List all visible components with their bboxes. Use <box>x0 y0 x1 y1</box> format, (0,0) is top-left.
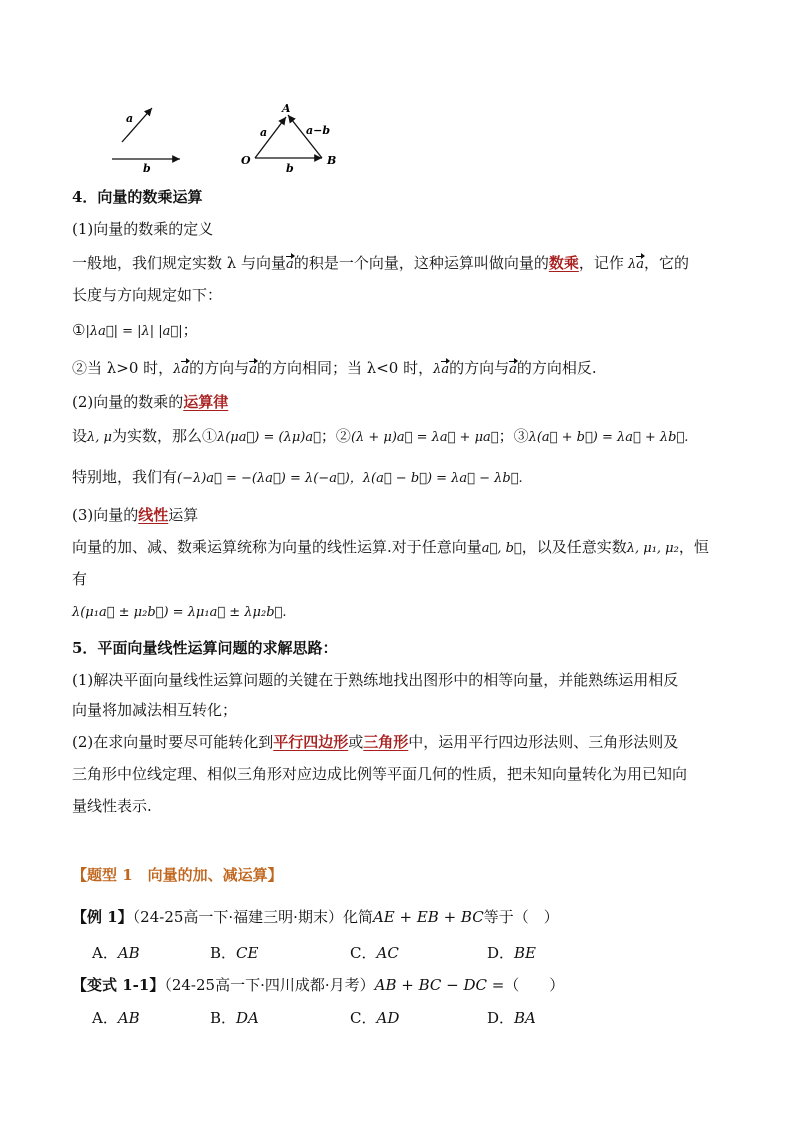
example-1 <box>72 907 559 927</box>
var1-option-c[interactable] <box>350 1008 399 1028</box>
lin1-math-b: λ, μ₁, μ₂ <box>626 541 679 556</box>
vector-a-2: a <box>249 360 257 380</box>
linear-line-2: 有 <box>72 570 88 588</box>
ex1-option-b[interactable] <box>210 943 258 963</box>
option-label: A． <box>92 1009 118 1027</box>
lin-title-a: (3)向量的 <box>72 506 139 524</box>
rule1-prefix: ① <box>72 321 86 339</box>
label-a-left: a <box>126 112 134 125</box>
sec5-p2-line2: 三角形中位线定理、相似三角形对应边成比例等平面几何的性质，把未知向量转化为用已知向 <box>72 765 688 783</box>
law-line-2 <box>72 467 523 489</box>
law1-math-a: λ, μ <box>87 430 112 445</box>
option-vec: AC <box>376 944 399 962</box>
vector-figure-left <box>100 100 195 175</box>
rule2-d: 的方向与 <box>449 359 510 377</box>
label-b-tri: b <box>286 162 294 175</box>
rule1-suffix: ； <box>182 321 198 339</box>
law1-math-d: λ(a⃗ + b⃗) = λa⃗ + λb⃗. <box>528 430 689 445</box>
rule1-math: |λa⃗| = |λ| |a⃗| <box>85 324 183 339</box>
option-label: D． <box>487 1009 515 1027</box>
var1-option-d[interactable] <box>487 1008 536 1028</box>
ex1-tag: 【例 1】 <box>72 908 133 926</box>
law-title <box>72 392 228 412</box>
option-label: B． <box>210 1009 237 1027</box>
variant-1-1 <box>72 975 564 995</box>
law1-d: ；③ <box>498 427 529 445</box>
lin1-math-a: a⃗, b⃗ <box>481 541 522 556</box>
lin1-c: ，恒 <box>678 538 709 556</box>
rule2-a: ②当 λ>0 时， <box>72 359 174 377</box>
option-vec: DA <box>236 1009 259 1027</box>
vector-a-3: a <box>509 360 517 380</box>
ex1-option-c[interactable] <box>350 943 399 963</box>
rule-2 <box>72 358 597 380</box>
keyword-xianxing[interactable]: 线性 <box>138 506 169 524</box>
law1-a: 设 <box>72 427 88 445</box>
ex1-source: （24-25高一下·福建三明·期末）化简 <box>132 908 373 926</box>
option-label: C． <box>350 944 377 962</box>
triangle-figure <box>238 100 348 178</box>
label-amb-tri: a−b <box>306 124 331 137</box>
sec5-p1-line1: (1)解决平面向量线性运算问题的关键在于熟练地找出图形中的相等向量，并能熟练运用相反 <box>72 671 679 689</box>
law-line-1 <box>72 426 688 448</box>
label-A: A <box>282 102 291 115</box>
ex1-suffix: 等于（ ） <box>483 908 559 926</box>
law1-math-c: (λ + μ)a⃗ = λa⃗ + μa⃗ <box>350 430 499 445</box>
linear-line-1 <box>72 537 709 559</box>
option-label: C． <box>350 1009 377 1027</box>
law1-math-b: λ(μa⃗) = (λμ)a⃗ <box>216 430 321 445</box>
var1-expr: AB + BC − DC = <box>374 976 505 994</box>
law1-b: 为实数，那么① <box>111 427 217 445</box>
label-a-tri: a <box>260 126 268 139</box>
var1-option-b[interactable] <box>210 1008 259 1028</box>
lin-title-b: 运算 <box>168 506 199 524</box>
lin1-a: 向量的加、减、数乘运算统称为向量的线性运算.对于任意向量 <box>72 538 482 556</box>
p2-b: 或 <box>348 733 364 751</box>
var1-suffix: （ ） <box>504 976 565 994</box>
def-title: (1)向量的数乘的定义 <box>72 220 214 238</box>
def-line1-a: 一般地，我们规定实数 λ 与向量 <box>72 254 287 272</box>
section-4-title: 4．向量的数乘运算 <box>72 188 203 206</box>
var1-tag: 【变式 1-1】 <box>72 976 165 994</box>
var1-option-a[interactable] <box>92 1008 140 1028</box>
sec5-p1-line2: 向量将加减法相互转化； <box>72 701 238 719</box>
law1-c: ；② <box>320 427 351 445</box>
law2-a: 特别地，我们有 <box>72 468 178 486</box>
ex1-option-a[interactable] <box>92 943 140 963</box>
lambda-a-2: λa <box>173 362 189 377</box>
lin1-b: ，以及任意实数 <box>521 538 627 556</box>
def-line1-d: ，它的 <box>644 254 690 272</box>
def-line-1 <box>72 253 689 275</box>
sec5-p2-line1 <box>72 732 678 752</box>
lambda-a: λa <box>624 257 644 272</box>
option-vec: AD <box>376 1009 400 1027</box>
ex1-option-d[interactable] <box>487 943 536 963</box>
vector-a: a <box>286 255 294 275</box>
option-vec: BE <box>514 944 537 962</box>
var1-source: （24-25高一下·四川成都·月考） <box>164 976 375 994</box>
p2-a: (2)在求向量时要尽可能转化到 <box>72 733 274 751</box>
option-label: D． <box>487 944 515 962</box>
rule2-b: 的方向与 <box>189 359 250 377</box>
label-O: O <box>241 154 251 167</box>
rule-1 <box>72 320 198 342</box>
option-vec: BA <box>514 1009 536 1027</box>
option-vec: AB <box>117 1009 140 1027</box>
option-label: B． <box>210 944 237 962</box>
rule2-e: 的方向相反. <box>516 359 597 377</box>
label-b-left: b <box>143 162 151 175</box>
keyword-pingxingsibianxing[interactable]: 平行四边形 <box>273 733 349 751</box>
linear-title <box>72 505 198 525</box>
ex1-expr: AE + EB + BC <box>372 908 484 926</box>
def-line1-b: 的积是一个向量，这种运算叫做向量的 <box>293 254 549 272</box>
rule2-c: 的方向相同；当 λ<0 时， <box>256 359 434 377</box>
def-line1-c: ，记作 <box>578 254 624 272</box>
type1-title: 【题型 1 向量的加、减运算】 <box>72 866 283 884</box>
linear-formula: λ(μ₁a⃗ ± μ₂b⃗) = λμ₁a⃗ ± λμ₂b⃗. <box>72 605 287 620</box>
section-5-title: 5．平面向量线性运算问题的求解思路： <box>72 639 338 657</box>
label-B: B <box>327 154 337 167</box>
def-line-2: 长度与方向规定如下： <box>72 286 223 304</box>
keyword-sanjiaoxing[interactable]: 三角形 <box>363 733 409 751</box>
law2-math: (−λ)a⃗ = −(λa⃗) = λ(−a⃗)，λ(a⃗ − b⃗) = λa⃗ − λb⃗. <box>177 471 523 486</box>
option-vec: CE <box>236 944 259 962</box>
lambda-a-3: λa <box>433 362 449 377</box>
sec5-p2-line3: 量线性表示. <box>72 797 152 815</box>
option-vec: AB <box>117 944 140 962</box>
law-title-a: (2)向量的数乘的 <box>72 393 184 411</box>
keyword-yunsuanlu[interactable]: 运算律 <box>183 393 229 411</box>
p2-c: 中，运用平行四边形法则、三角形法则及 <box>408 733 679 751</box>
keyword-shucheng[interactable]: 数乘 <box>548 254 579 272</box>
option-label: A． <box>92 944 118 962</box>
